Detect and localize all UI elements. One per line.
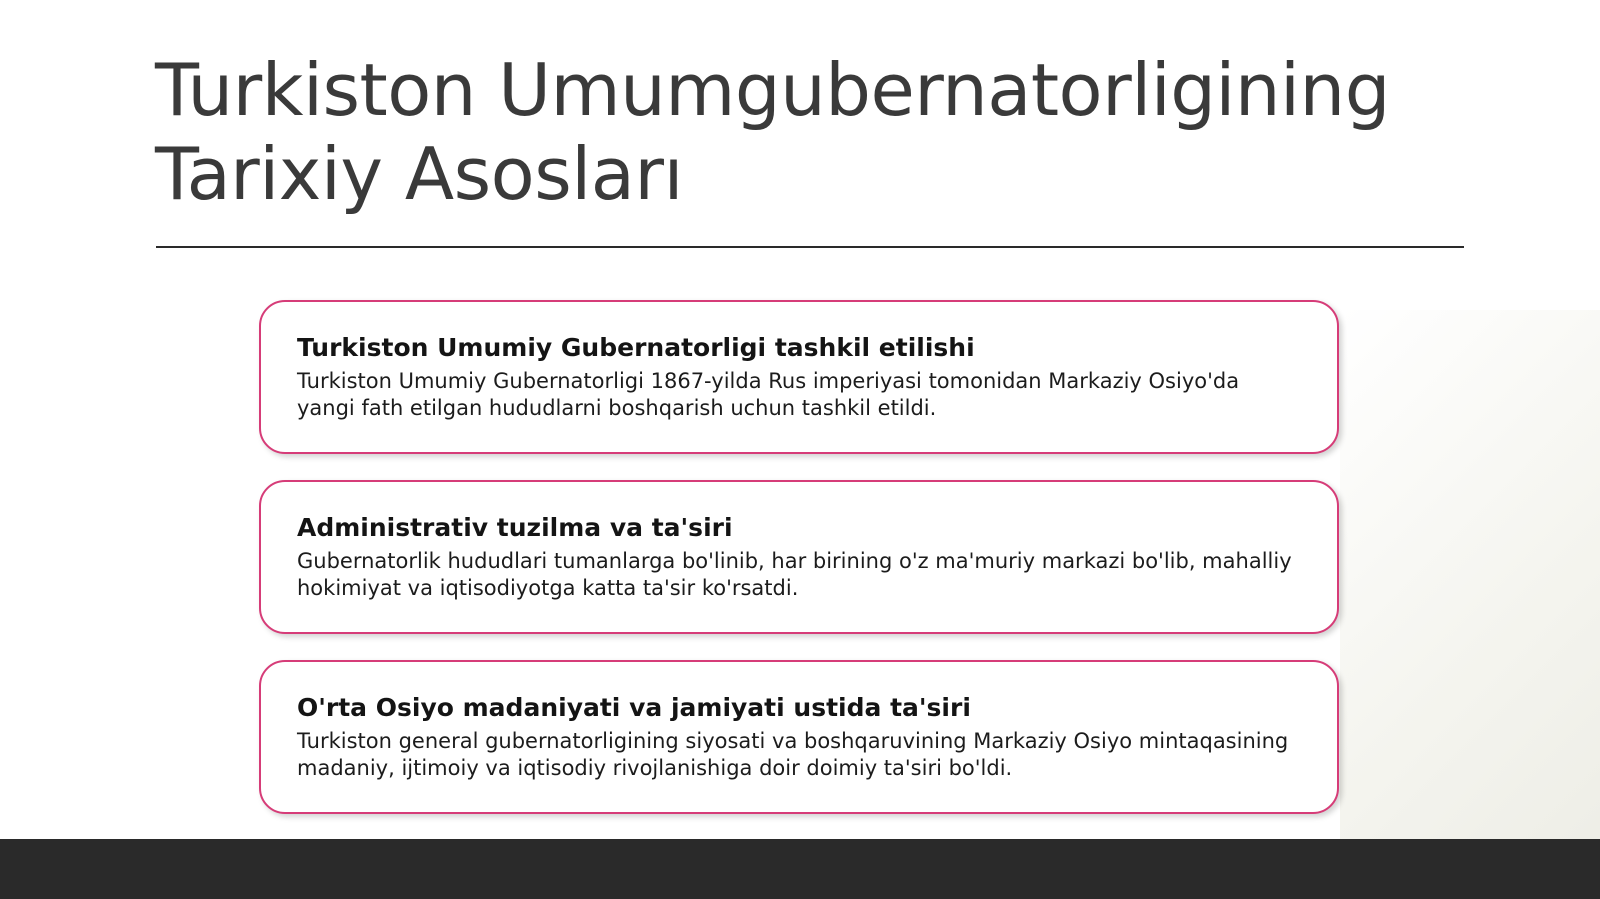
card-body: Turkiston Umumiy Gubernatorligi 1867-yilda Rus imperiyasi tomonidan Markaziy Osiyo'da yangi fath etilgan hududlarni boshqarish uchun tashkil etildi.: [297, 369, 1240, 420]
footer-bar: [0, 839, 1600, 899]
info-card-2: [259, 480, 1339, 634]
slide-title: [155, 48, 1475, 216]
card-body: Gubernatorlik hududlari tumanlarga bo'linib, har birining o'z ma'muriy markazi bo'lib, mahalliy hokimiyat va iqtisodiyotga katta ta'sir ko'rsatdi.: [297, 549, 1292, 600]
card-heading: Turkiston Umumiy Gubernatorligi tashkil etilishi: [297, 333, 975, 362]
slide-title-line-1: Turkiston Umumgubernatorligining: [155, 48, 1390, 132]
info-card-1: [259, 300, 1339, 454]
info-card-3: [259, 660, 1339, 814]
card-body: Turkiston general gubernatorligining siyosati va boshqaruvining Markaziy Osiyo mintaqasining madaniy, ijtimoiy va iqtisodiy rivojlanishiga doir doimiy ta'siri bo'ldi.: [297, 729, 1289, 780]
title-divider: [156, 246, 1464, 248]
slide-title-line-2: Tarixiy Asosları: [155, 132, 683, 216]
card-heading: O'rta Osiyo madaniyati va jamiyati ustida ta'siri: [297, 693, 971, 722]
card-heading: Administrativ tuzilma va ta'siri: [297, 513, 733, 542]
background-decoration: [1340, 310, 1600, 840]
